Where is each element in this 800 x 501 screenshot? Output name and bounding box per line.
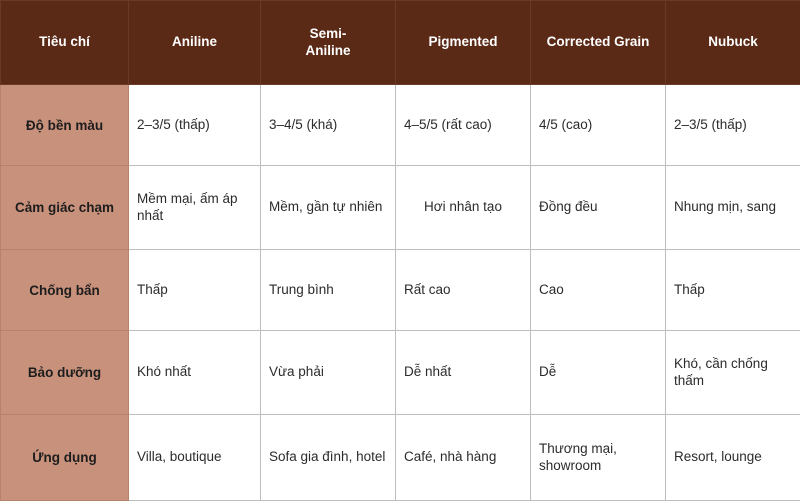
table-row	[1, 166, 800, 250]
header-criteria: Tiêu chí	[1, 1, 129, 85]
header-semi-aniline: Semi- Aniline	[261, 1, 396, 85]
table-cell: Resort, lounge	[666, 415, 800, 501]
row-label-maintenance: Bảo dưỡng	[1, 331, 129, 415]
header-pigmented: Pigmented	[396, 1, 531, 85]
table-cell: Thấp	[666, 250, 800, 331]
header-nubuck: Nubuck	[666, 1, 800, 85]
table-cell: Villa, boutique	[129, 415, 261, 501]
table-cell: Vừa phải	[261, 331, 396, 415]
header-row	[1, 1, 800, 85]
table-cell: Dễ	[531, 331, 666, 415]
table-cell: Rất cao	[396, 250, 531, 331]
table-cell: 4/5 (cao)	[531, 85, 666, 166]
table-row	[1, 250, 800, 331]
table-cell: 3–4/5 (khá)	[261, 85, 396, 166]
header-aniline: Aniline	[129, 1, 261, 85]
row-label-color-fastness: Độ bền màu	[1, 85, 129, 166]
table-cell: Hơi nhân tạo	[396, 166, 531, 250]
table-cell: Mềm mại, ấm áp nhất	[129, 166, 261, 250]
table-cell: 2–3/5 (thấp)	[129, 85, 261, 166]
table-cell: Trung bình	[261, 250, 396, 331]
table-cell: Khó, cần chống thấm	[666, 331, 800, 415]
table-cell: Mềm, gần tự nhiên	[261, 166, 396, 250]
table-row	[1, 331, 800, 415]
row-label-touch-feel: Cảm giác chạm	[1, 166, 129, 250]
header-corrected-grain: Corrected Grain	[531, 1, 666, 85]
table-cell: Dễ nhất	[396, 331, 531, 415]
table-cell: Khó nhất	[129, 331, 261, 415]
table-cell: Thấp	[129, 250, 261, 331]
table-cell: 2–3/5 (thấp)	[666, 85, 800, 166]
row-label-stain-resistance: Chống bẩn	[1, 250, 129, 331]
table-cell: Nhung mịn, sang	[666, 166, 800, 250]
table-cell: Cao	[531, 250, 666, 331]
table-cell: Sofa gia đình, hotel	[261, 415, 396, 501]
table-cell: Đồng đều	[531, 166, 666, 250]
table-cell: Thương mại, showroom	[531, 415, 666, 501]
table-row	[1, 85, 800, 166]
table-row	[1, 415, 800, 501]
table-cell: 4–5/5 (rất cao)	[396, 85, 531, 166]
row-label-application: Ứng dụng	[1, 415, 129, 501]
table-cell: Café, nhà hàng	[396, 415, 531, 501]
